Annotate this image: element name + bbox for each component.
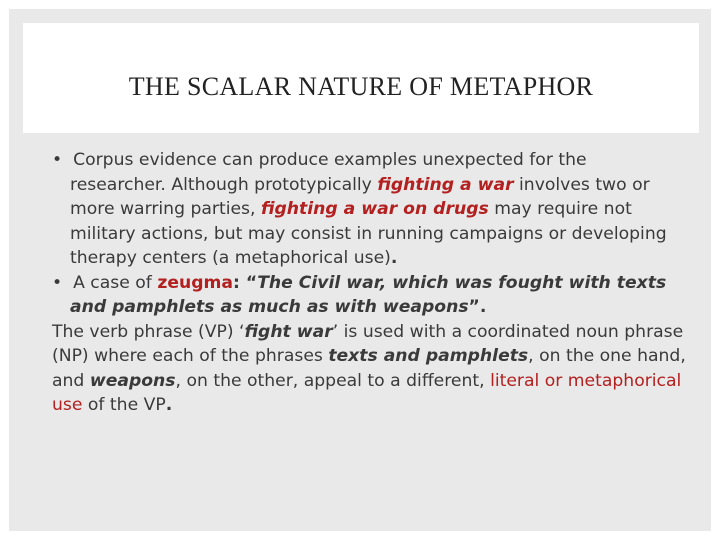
text-run: , on the one hand, and [52,346,686,391]
phrase-fight-war: fight war [244,321,333,342]
slide [9,9,711,531]
highlight-zeugma: zeugma [157,272,234,293]
highlight-fighting-a-war: fighting a war [377,174,514,195]
phrase-texts-and-pamphlets: texts and pamphlets [328,346,529,366]
text-run: Corpus evidence can produce examples unexpected for the researcher. Although prototypically [70,150,587,195]
text-run: of the VP [82,395,166,415]
explanation-paragraph [52,320,687,418]
bullet-item-corpus-evidence [52,148,687,271]
highlight-literal-or-metaphorical-use: literal or metaphorical use [52,370,682,415]
highlight-fighting-a-war-on-drugs: fighting a war on drugs [260,199,489,219]
text-run: , on the other, appeal to a different, [175,370,491,391]
bullet-marker: • [52,272,63,293]
text-run: . [390,248,398,268]
text-run: A case of [73,272,158,293]
text-run: The verb phrase (VP) ‘ [52,321,245,342]
text-run: involves two or more warring parties, [70,174,650,219]
quote-civil-war: The Civil war, which was fought with texts and pamphlets as much as with weapons [70,272,667,317]
text-run: ’ is used with a coordinated noun phrase (NP) where each of the phrases [52,321,684,366]
slide-body [52,148,687,418]
slide-title: THE SCALAR NATURE OF METAPHOR [128,72,594,101]
text-run: may require not military actions, but may consist in running campaigns or developing therapy centers (a metaphorical use) [70,199,667,268]
phrase-weapons: weapons [89,370,176,391]
text-run: ”. [468,297,487,317]
text-run: : “ [233,272,258,293]
bullet-marker: • [52,150,63,170]
text-run: . [165,395,173,415]
title-box [23,23,699,133]
bullet-item-zeugma [52,271,687,320]
